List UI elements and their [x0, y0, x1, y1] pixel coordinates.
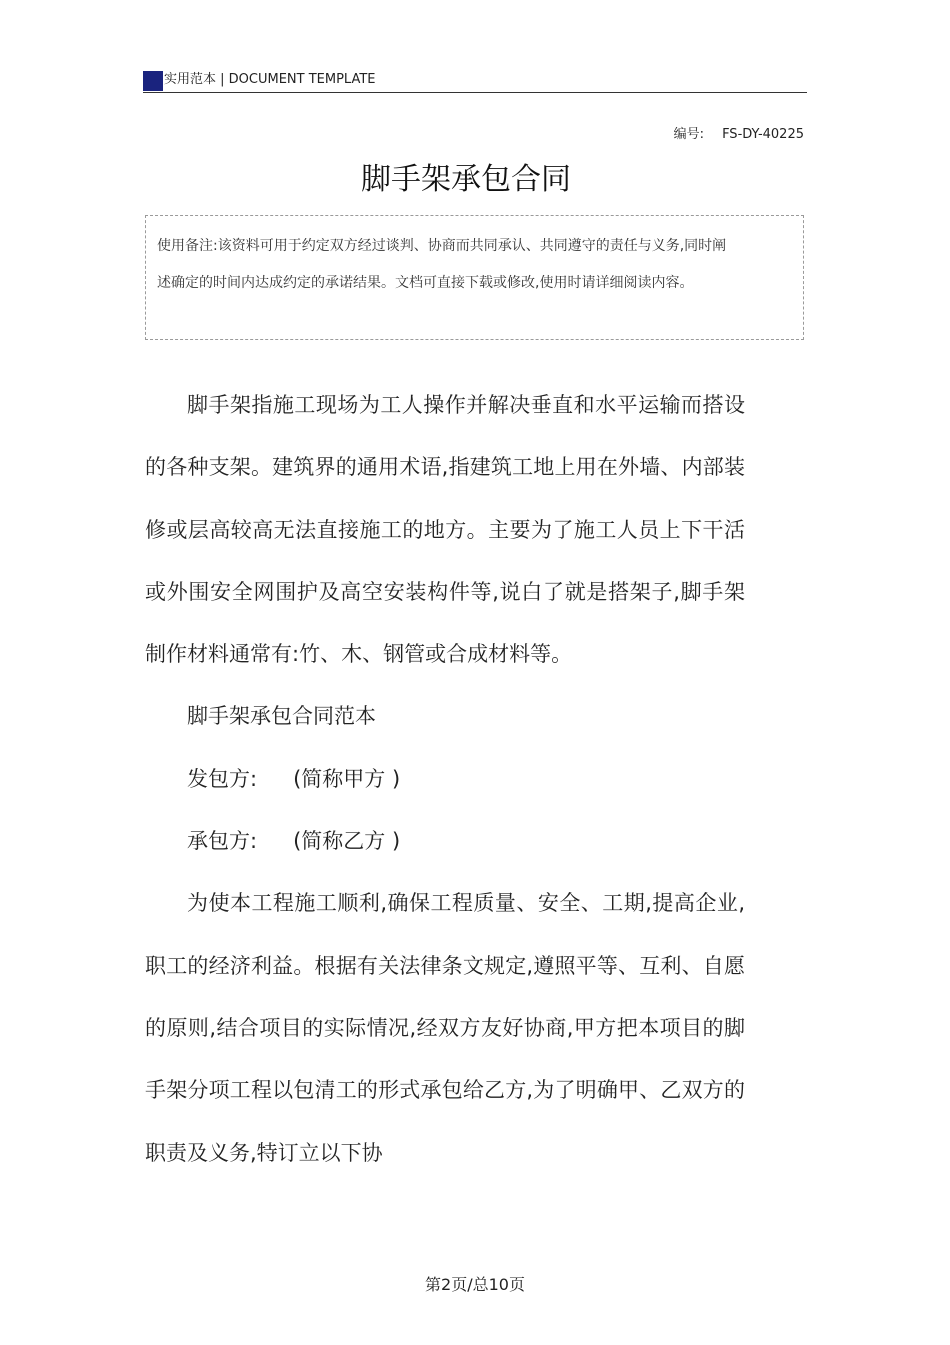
document-number-label: 编号: [673, 127, 705, 142]
party-b-label: 承包方: [187, 829, 258, 854]
page-title: 脚手架承包合同 [361, 162, 571, 197]
header-logo-square [143, 71, 163, 91]
page-footer: 第2页/总10页 [425, 1275, 525, 1294]
contract-subtitle: 脚手架承包合同范本 [187, 704, 376, 729]
party-a-line [145, 748, 745, 810]
document-number-value: FS-DY-40225 [722, 127, 804, 142]
party-b-note: (简称乙方 ) [293, 829, 401, 854]
agreement-paragraph: 为使本工程施工顺利,确保工程质量、安全、工期,提高企业,职工的经济利益。根据有关法律条文规定,遵照平等、互利、自愿的原则,结合项目的实际情况,经双方友好协商,甲方把本项目的脚手架分项工程以包清工的形式承包给乙方,为了明确甲、乙双方的职责及义务,特订立以下协 [145, 891, 745, 1165]
party-a-note: (简称甲方 ) [293, 766, 401, 791]
intro-paragraph: 脚手架指施工现场为工人操作并解决垂直和水平运输而搭设的各种支架。建筑界的通用术语,指建筑工地上用在外墙、内部装修或层高较高无法直接施工的地方。主要为了施工人员上下干活或外围安全网围护及高空安装构件等,说白了就是搭架子,脚手架制作材料通常有:竹、木、钢管或合成材料等。 [145, 393, 745, 667]
usage-note-text: 使用备注:该资料可用于约定双方经过谈判、协商而共同承认、共同遵守的责任与义务,同时阐述确定的时间内达成约定的承诺结果。文档可直接下载或修改,使用时请详细阅读内容。 [157, 238, 727, 291]
header-brand-text: 实用范本 | DOCUMENT TEMPLATE [164, 72, 376, 87]
page-header [143, 69, 807, 93]
party-a-label: 发包方: [187, 766, 258, 791]
document-body [145, 374, 745, 1184]
document-number [674, 127, 804, 143]
party-b-line [145, 810, 745, 872]
usage-note-box [145, 215, 804, 340]
